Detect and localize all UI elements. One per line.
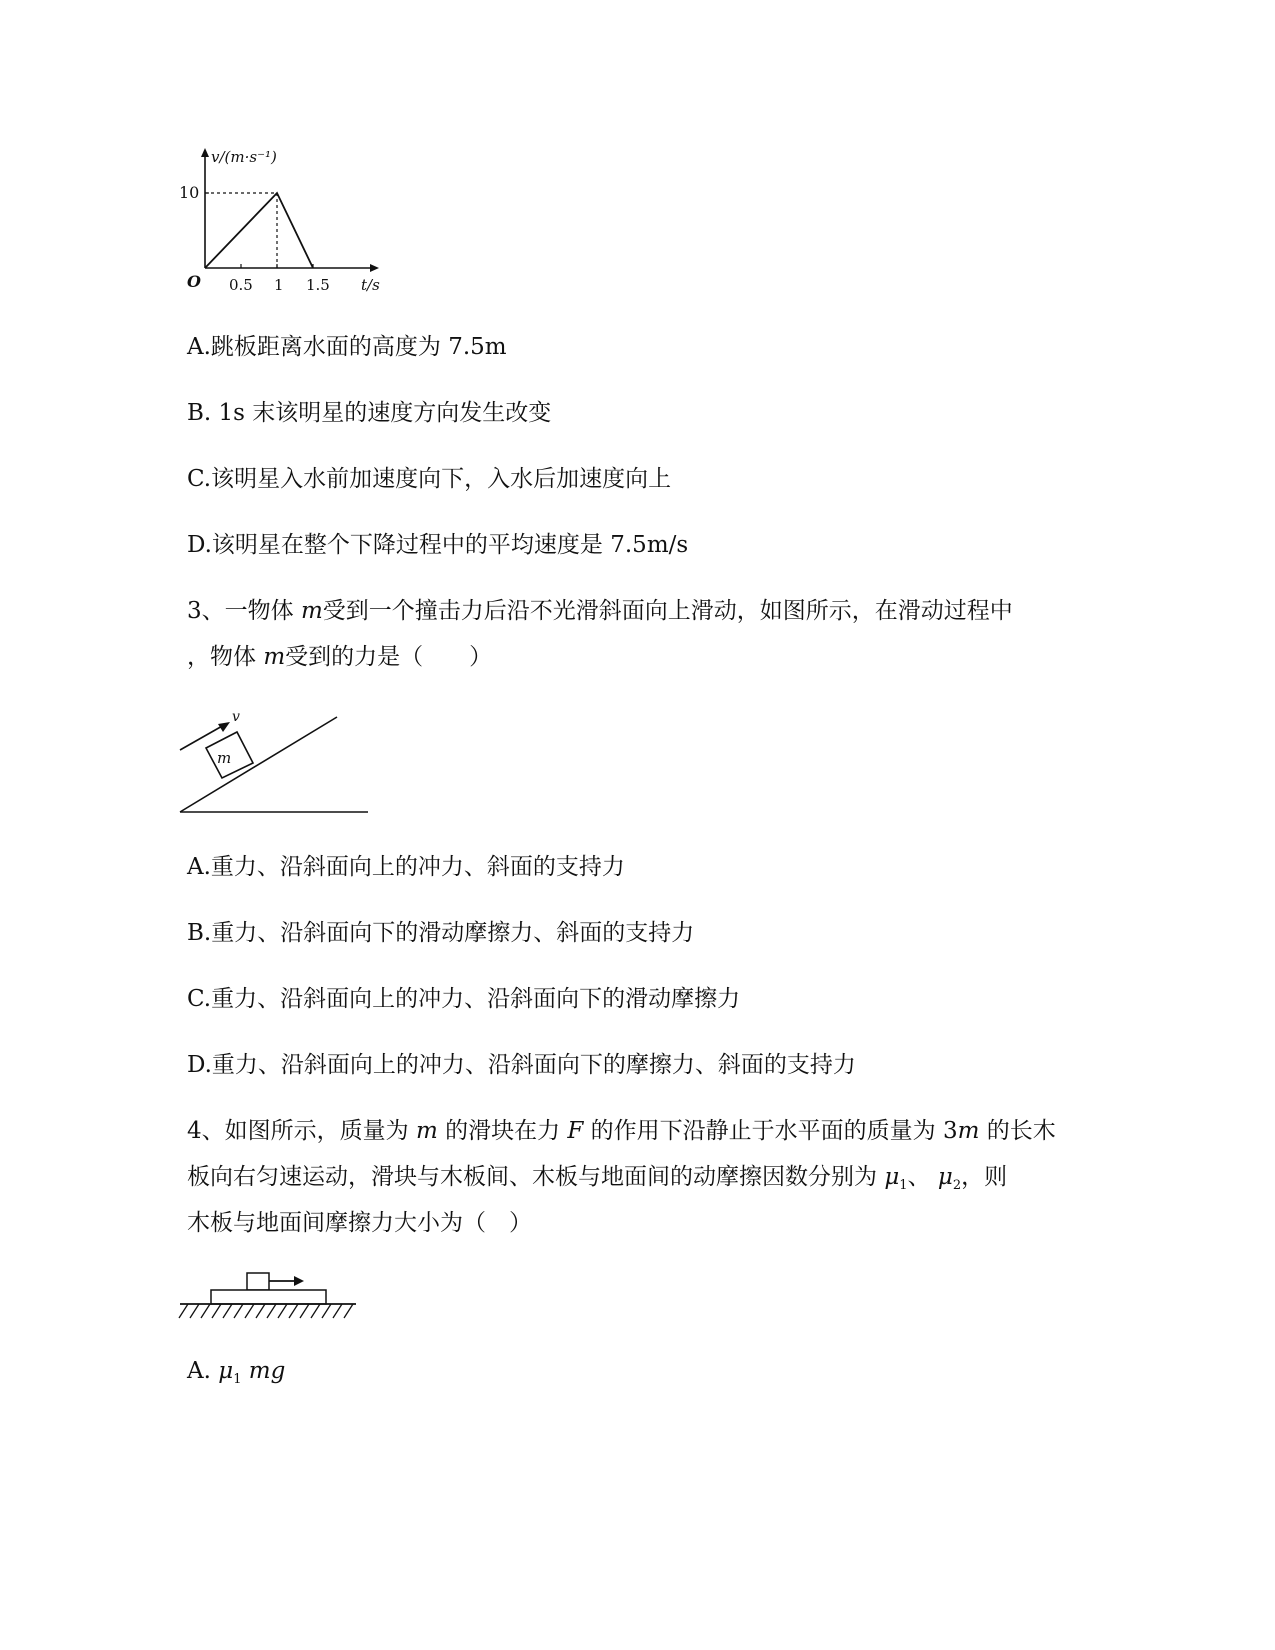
hatch-line (300, 1304, 309, 1318)
q2-option-d: D.该明星在整个下降过程中的平均速度是 7.5m/s (187, 532, 689, 558)
hatch-line (245, 1304, 254, 1318)
hatch-line (333, 1304, 342, 1318)
hatch-line (201, 1304, 210, 1318)
x-axis-label: t/s (361, 276, 380, 294)
origin-label: O (187, 272, 201, 291)
hatch-line (234, 1304, 243, 1318)
q3-option-c: C.重力、沿斜面向上的冲力、沿斜面向下的滑动摩擦力 (187, 986, 741, 1012)
q4-option-a: A. $\mu_1$ mg (187, 1358, 286, 1387)
q2-option-b: B. 1s 末该明星的速度方向发生改变 (187, 400, 552, 426)
q4-stem-line1: 4、如图所示，质量为 m 的滑块在力 F 的作用下沿静止于水平面的质量为 3m 的长木 (187, 1118, 1056, 1144)
x-tick-label: 1 (274, 276, 284, 294)
q3-option-b: B.重力、沿斜面向下的滑动摩擦力、斜面的支持力 (187, 920, 695, 946)
q3-stem-line2: ，物体 m受到的力是（ ） (187, 644, 493, 670)
velocity-label: v (232, 709, 240, 725)
q4-stem-line2: 板向右匀速运动，滑块与木板间、木板与地面间的动摩擦因数分别为 $\mu_1$、 $\mu_2$，则 (187, 1164, 1008, 1193)
y-tick-label: 10 (179, 183, 200, 202)
q3-stem-line1: 3、一物体 m受到一个撞击力后沿不光滑斜面向上滑动，如图所示，在滑动过程中 (187, 598, 1013, 624)
q4-stem-line3: 木板与地面间摩擦力大小为（ ） (187, 1210, 532, 1236)
hatch-line (267, 1304, 276, 1318)
incline-line (180, 717, 337, 812)
q2-option-a: A.跳板距离水面的高度为 7.5m (187, 334, 507, 360)
long-board (211, 1290, 326, 1304)
hatch-line (179, 1304, 188, 1318)
hatch-line (344, 1304, 353, 1318)
velocity-line (205, 193, 313, 268)
block-label: m (217, 749, 232, 767)
q3-option-d: D.重力、沿斜面向上的冲力、沿斜面向下的摩擦力、斜面的支持力 (187, 1052, 856, 1078)
hatch-line (223, 1304, 232, 1318)
q2-option-c: C.该明星入水前加速度向下，入水后加速度向上 (187, 466, 672, 492)
q3-option-a: A.重力、沿斜面向上的冲力、斜面的支持力 (187, 854, 625, 880)
slider-block (247, 1273, 269, 1290)
hatch-line (256, 1304, 265, 1318)
board-figure (180, 1268, 370, 1338)
force-arrowhead (294, 1276, 304, 1286)
hatch-line (289, 1304, 298, 1318)
incline-figure (180, 710, 380, 820)
hatch-line (190, 1304, 199, 1318)
y-axis-label: v/(m·s⁻¹) (211, 148, 277, 166)
hatch-line (278, 1304, 287, 1318)
vt-graph (175, 140, 415, 310)
hatch-line (311, 1304, 320, 1318)
x-axis-arrowhead (370, 264, 379, 272)
y-axis-arrowhead (201, 148, 209, 157)
floor-hatching (179, 1304, 353, 1318)
hatch-line (322, 1304, 331, 1318)
x-tick-label: 0.5 (229, 276, 253, 294)
hatch-line (212, 1304, 221, 1318)
x-tick-label: 1.5 (306, 276, 330, 294)
